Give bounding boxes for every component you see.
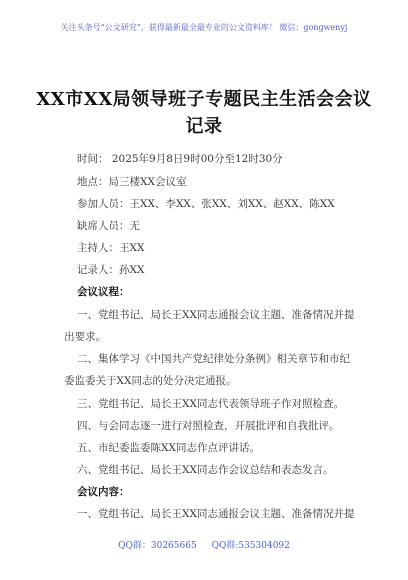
footer-qq-groups [0, 538, 408, 551]
agenda-item-4: 四、与会同志逐一进行对照检查，开展批评和自我批评。 [77, 420, 340, 432]
agenda-item-3: 三、党组书记、局长王XX同志代表领导班子作对照检查。 [77, 398, 344, 410]
meta-attendees: 参加人员：王XX、李XX、张XX、刘XX、赵XX、陈XX [77, 198, 335, 210]
document-title [30, 86, 378, 140]
title-line-2: 记录 [185, 116, 223, 137]
agenda-item-2-line-2: 委监委关于XX同志的处分决定通报。 [64, 375, 237, 387]
footer-qq-group-1: QQ群：30265665 [118, 541, 197, 551]
agenda-item-6: 六、党组书记、局长王XX同志作会议总结和表态发言。 [77, 464, 334, 476]
content-line-1: 一、党组书记、局长王XX同志通报会议主题、准备情况并提 [77, 508, 355, 520]
footer-qq-group-2: QQ群:535304092 [211, 541, 290, 551]
meta-absent: 缺席人员：无 [77, 220, 140, 232]
content-heading: 会议内容： [77, 486, 130, 498]
promo-banner: 关注头条号“公文研究”，获得最新最全最专业的公文资料库！ 微信：gongwenyj [60, 23, 348, 32]
agenda-item-1-line-2: 出要求。 [64, 331, 106, 343]
meta-host: 主持人：王XX [77, 242, 145, 254]
title-line-1: XX市XX局领导班子专题民主生活会会议 [36, 89, 372, 110]
agenda-item-1-line-1: 一、党组书记、局长王XX同志通报会议主题、准备情况并提 [77, 309, 355, 321]
meta-recorder: 记录人：孙XX [77, 264, 145, 276]
agenda-item-5: 五、市纪委监委陈XX同志作点评讲话。 [77, 442, 260, 454]
agenda-item-2-line-1: 二、集体学习《中国共产党纪律处分条例》相关章节和市纪 [77, 353, 350, 365]
meta-time: 时间： 2025年9月8日9时00分至12时30分 [77, 153, 283, 165]
agenda-heading: 会议议程： [77, 286, 130, 298]
meta-place: 地点：局三楼XX会议室 [77, 176, 187, 188]
